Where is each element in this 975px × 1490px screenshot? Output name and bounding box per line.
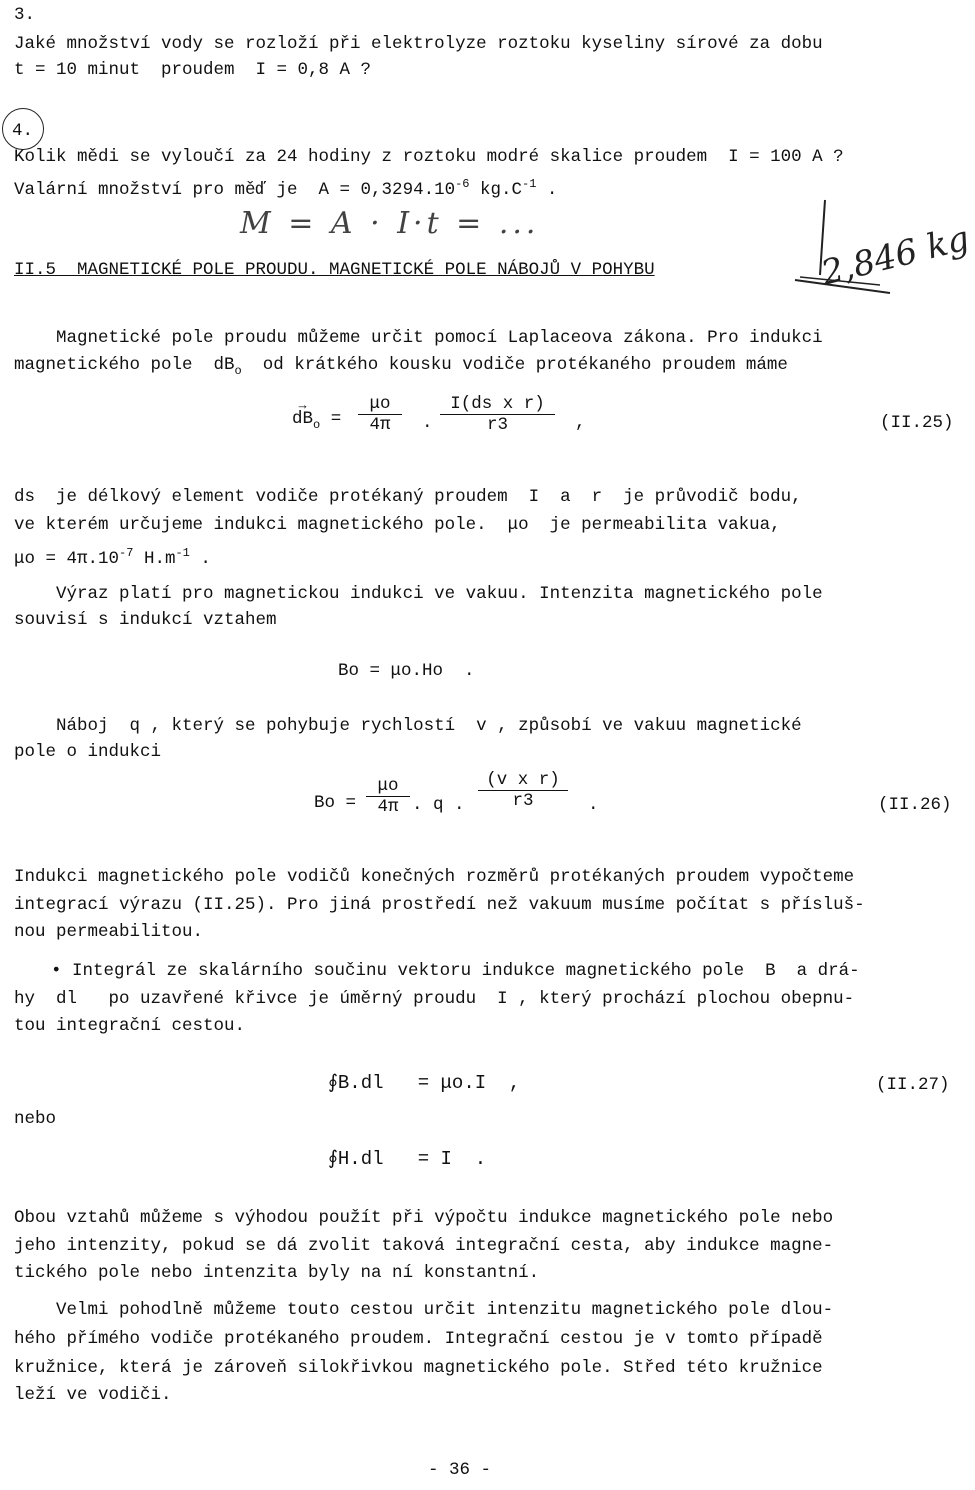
- eq27b: ∮H.dl = I .: [328, 1148, 487, 1170]
- eq26-middle: . q .: [412, 795, 465, 815]
- problem-4-text-line1: Kolik mědi se vyloučí za 24 hodiny z roztoku modré skalice proudem I = 100 A ?: [14, 147, 844, 167]
- eq25-comma: ,: [575, 413, 586, 433]
- paragraph-4-line1: Náboj q , který se pohybuje rychlostí v , způsobí ve vakuu magnetické: [14, 716, 802, 736]
- paragraph-6-line1: • Integrál ze skalárního součinu vektoru indukce magnetického pole B a drá-: [30, 961, 860, 981]
- paragraph-7-line1: Obou vztahů můžeme s výhodou použít při výpočtu indukce magnetického pole nebo: [14, 1208, 834, 1228]
- handwritten-strokes: [780, 195, 910, 295]
- paragraph-5-line2: integrací výrazu (II.25). Pro jiná prostředí než vakuum musíme počítat s přísluš-: [14, 895, 865, 915]
- paragraph-5-line3: nou permeabilitou.: [14, 922, 204, 942]
- paragraph-7-line3: tického pole nebo intenzita byly na ní konstantní.: [14, 1263, 540, 1283]
- handwritten-result: 2,846 kg: [817, 218, 974, 294]
- problem-4-text-line2: Valární množství pro měď je $A = 0,3294.10^{-6}$ $kg.C^{-1}$ .: [14, 177, 558, 200]
- problem-3-number: 3.: [14, 5, 36, 25]
- section-title: II.5 MAGNETICKÉ POLE PROUDU. MAGNETICKÉ POLE NÁBOJŮ V POHYBU: [14, 260, 655, 280]
- paragraph-8-line4: leží ve vodiči.: [14, 1385, 172, 1405]
- paragraph-1-line2: magnetického pole $dB_o$ od krátkého kousku vodiče protékaného proudem máme: [14, 355, 788, 378]
- eq26-label: (II.26): [878, 795, 952, 815]
- paragraph-7-line2: jeho intenzity, pokud se dá zvolit taková integrační cesta, aby indukce magne-: [14, 1236, 834, 1256]
- eq25-fraction-2: $\frac{\text{I(ds x r)}}{r3}$: [440, 394, 555, 435]
- eq25-lhs: → $dB_o$ =: [292, 408, 341, 436]
- eq26-fraction-1: $\frac{\mu o}{4\pi}$: [366, 776, 410, 817]
- eq25-fraction-1: $\frac{\mu o}{4\pi}$: [358, 394, 402, 435]
- eq27: ∮B.dl = μo.I ,: [328, 1072, 521, 1094]
- problem-3-text-line1: Jaké množství vody se rozloží při elektrolyze roztoku kyseliny sírové za dobu: [14, 34, 823, 54]
- nebo-text: nebo: [14, 1109, 57, 1129]
- paragraph-3-line1: Výraz platí pro magnetickou indukci ve vakuu. Intenzita magnetického pole: [14, 584, 823, 604]
- eq27-label: (II.27): [876, 1075, 950, 1095]
- paragraph-4-line2: pole o indukci: [14, 742, 162, 762]
- paragraph-5-line1: Indukci magnetického pole vodičů konečných rozměrů protékaných proudem vypočteme: [14, 867, 855, 887]
- eq26-fraction-2: $\frac{\text{(v x r)}}{r3}$: [478, 770, 568, 811]
- page-number: - 36 -: [428, 1460, 492, 1480]
- paragraph-6-line2: hy dl po uzavřené křivce je úměrný proudu I , který prochází plochou obepnu-: [14, 989, 855, 1009]
- paragraph-6-line3: tou integrační cestou.: [14, 1016, 246, 1036]
- paragraph-2-line2: ve kterém určujeme indukci magnetického pole. μo je permeabilita vakua,: [14, 515, 781, 535]
- paragraph-8-line2: hého přímého vodiče protékaného proudem. Integrační cestou je v tomto případě: [14, 1329, 823, 1349]
- paragraph-8-line1: Velmi pohodlně můžeme touto cestou určit intenzitu magnetického pole dlou-: [14, 1300, 834, 1320]
- problem-3-text-line2: t = 10 minut proudem I = 0,8 A ?: [14, 60, 372, 80]
- handwritten-formula: M = A · I·t = ...: [240, 206, 540, 241]
- eq-b-h: Bo = μo.Ho .: [338, 661, 475, 681]
- eq26-lhs: Bo =: [314, 793, 357, 813]
- eq25-label: (II.25): [880, 413, 954, 433]
- eq25-dot: .: [422, 413, 433, 433]
- eq26-period: .: [588, 795, 599, 815]
- paragraph-2-line3: $\mu o = 4\pi.10^{-7}$ $H.m^{-1}$ .: [14, 546, 211, 569]
- paragraph-1-line1: Magnetické pole proudu můžeme určit pomocí Laplaceova zákona. Pro indukci: [14, 328, 823, 348]
- paragraph-8-line3: kružnice, která je zároveň silokřivkou magnetického pole. Střed této kružnice: [14, 1358, 823, 1378]
- paragraph-3-line2: souvisí s indukcí vztahem: [14, 610, 277, 630]
- problem-4-number: 4.: [12, 121, 34, 141]
- paragraph-2-line1: ds je délkový element vodiče protékaný proudem I a r je průvodič bodu,: [14, 487, 802, 507]
